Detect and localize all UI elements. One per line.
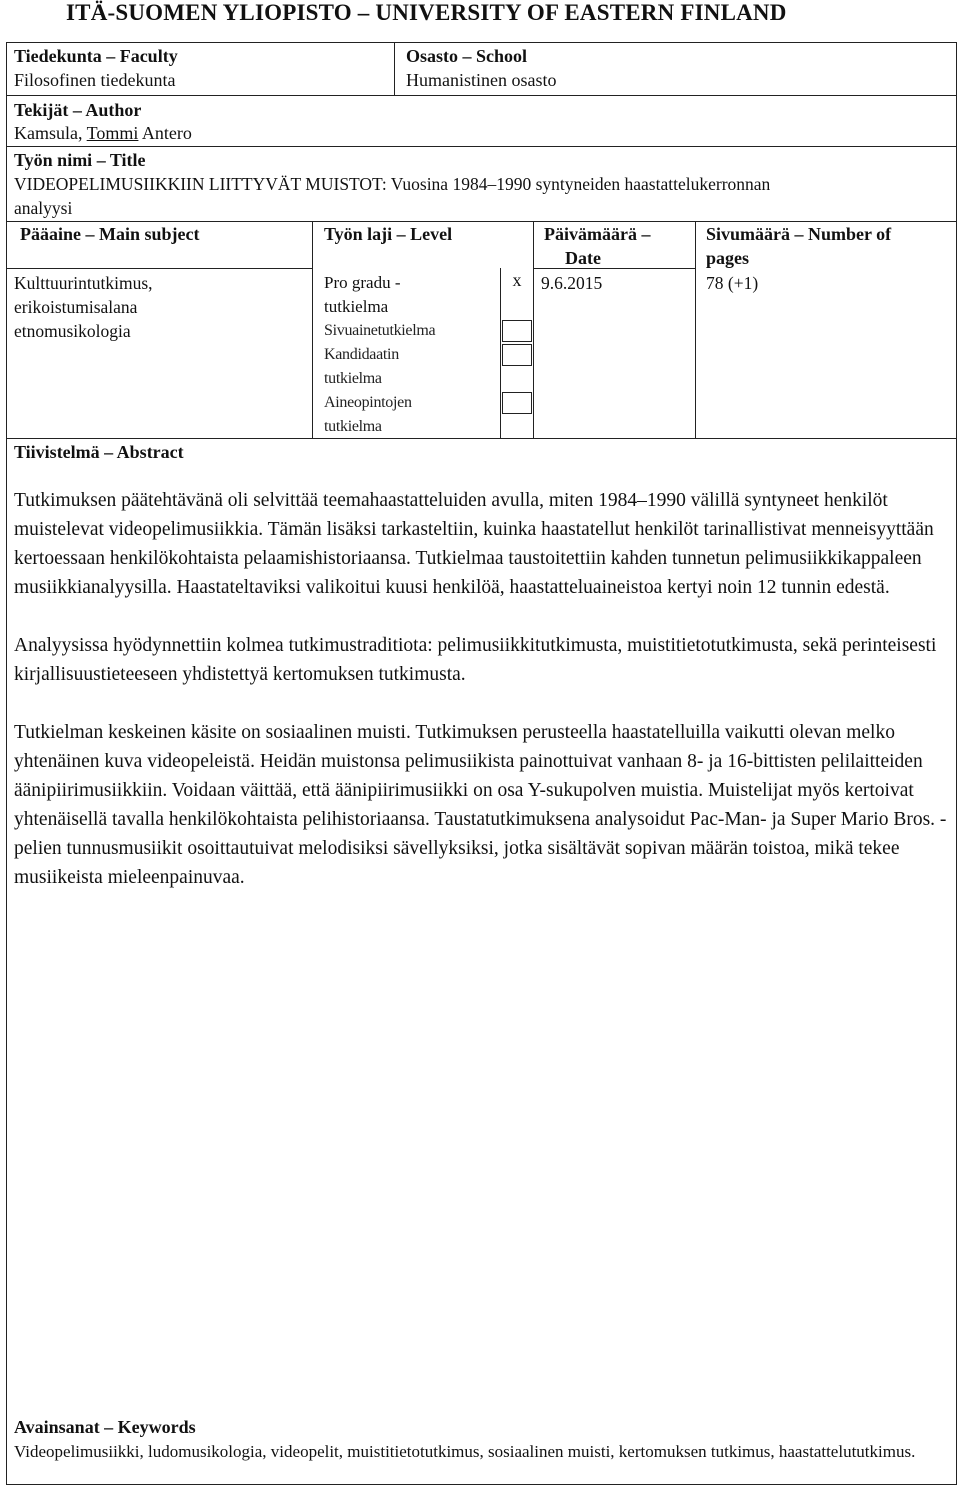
checkbox-aineopintojen[interactable] bbox=[502, 392, 532, 414]
school-value: Humanistinen osasto bbox=[406, 70, 557, 90]
subject-line-2: erikoistumisalana bbox=[14, 297, 138, 317]
keywords-label: Avainsanat – Keywords bbox=[14, 1417, 196, 1437]
column-divider bbox=[312, 221, 313, 439]
abstract-label: Tiivistelmä – Abstract bbox=[14, 442, 184, 462]
author-label: Tekijät – Author bbox=[14, 100, 142, 120]
checkbox-pro-gradu[interactable]: x bbox=[512, 270, 522, 290]
title-line-1: VIDEOPELIMUSIIKKIIN LIITTYVÄT MUISTOT: Vuosina 1984–1990 syntyneiden haastattelukerronnan bbox=[14, 174, 771, 194]
date-value: 9.6.2015 bbox=[541, 273, 603, 293]
author-firstname-link[interactable]: Tommi bbox=[86, 123, 139, 143]
university-heading: ITÄ-SUOMEN YLIOPISTO – UNIVERSITY OF EASTERN FINLAND bbox=[66, 0, 787, 25]
header-underline bbox=[533, 268, 696, 269]
faculty-school-divider bbox=[394, 43, 395, 95]
date-header-line-1: Päivämäärä – bbox=[544, 224, 651, 244]
faculty-value: Filosofinen tiedekunta bbox=[14, 70, 176, 90]
level-kandidaatin-line-1: Kandidaatin bbox=[324, 346, 399, 363]
date-header-line-2: Date bbox=[565, 248, 601, 268]
title-line-2: analyysi bbox=[14, 198, 73, 218]
abstract-paragraph: Analyysissa hyödynnettiin kolmea tutkimustraditiota: pelimusiikkitutkimusta, muistitietotutkimusta, sekä perinteisesti kirjallisuustieteeseen yhdistettyä kertomuksen tutkimusta. bbox=[14, 635, 937, 685]
abstract-paragraph: Tutkimuksen päätehtävänä oli selvittää teemahaastatteluiden avulla, miten 1984–1990 välillä syntyneet henkilöt muistelevat videopelimusiikkia. Tämän lisäksi tarkasteltiin, kuinka haastatellut henkilöt tarinallistivat menneisyyttään kertoessaan henkilökohtaista pelaamishistoriaansa. Tutkielmaa taustoitettiin kahden tunnetun pelimusiikkikappaleen musiikkianalyysilla. Haastateltaviksi valikoitui kuusi henkilöä, haastatteluaineistoa kertyi noin 12 tunnin edestä. bbox=[14, 490, 934, 598]
faculty-label: Tiedekunta – Faculty bbox=[14, 46, 178, 66]
checkbox-kandidaatin[interactable] bbox=[502, 344, 532, 366]
row-divider bbox=[6, 438, 957, 439]
subject-line-1: Kulttuurintutkimus, bbox=[14, 273, 153, 293]
checkbox-column-left bbox=[500, 268, 501, 439]
keywords-value: Videopelimusiikki, ludomusikologia, videopelit, muistitietotutkimus, sosiaalinen muisti, kertomuksen tutkimus, haastattelututkimus. bbox=[14, 1442, 916, 1461]
level-aineopintojen-line-1: Aineopintojen bbox=[324, 394, 412, 411]
row-divider bbox=[6, 95, 957, 96]
main-subject-header: Pääaine – Main subject bbox=[20, 224, 200, 244]
level-aineopintojen-line-2: tutkielma bbox=[324, 418, 382, 435]
author-value bbox=[14, 121, 192, 145]
level-sivuaine: Sivuainetutkielma bbox=[324, 322, 436, 339]
pages-header-line-1: Sivumäärä – Number of bbox=[706, 224, 892, 244]
column-divider bbox=[533, 221, 534, 439]
pages-value: 78 (+1) bbox=[706, 273, 759, 293]
level-kandidaatin-line-2: tutkielma bbox=[324, 370, 382, 387]
abstract-paragraph: Tutkielman keskeinen käsite on sosiaalinen muisti. Tutkimuksen perusteella haastatelluilla vaikutti olevan melko yhtenäinen kuva videopeleistä. Heidän muistonsa pelimusiikista painottuivat vanhaan 8- ja 16-bittisten pelilaitteiden äänipiirimusiikkiin. Voidaan väittää, että äänipiirimusiikki on osa Y-sukupolven muistia. Muistelijat myös kertoivat yhtenäisellä tavalla henkilökohtaista pelihistoriaansa. Taustatutkimuksena analysoidut Pac-Man- ja Super Mario Bros. -pelien tunnusmusiikit osoittautuivat melodisiksi sävellyksiksi, jotka sisältävät sopivan määrän toistoa, mikä tekee musiikeista mieleenpainuvaa. bbox=[14, 722, 947, 888]
author-middlename: Antero bbox=[138, 123, 192, 143]
level-pro-gradu-line-2: tutkielma bbox=[324, 297, 389, 316]
checkbox-sivuaine[interactable] bbox=[502, 320, 532, 342]
column-divider bbox=[695, 221, 696, 439]
abstract-body bbox=[14, 486, 950, 921]
header-underline bbox=[6, 268, 313, 269]
level-header: Työn laji – Level bbox=[324, 224, 453, 244]
author-surname: Kamsula, bbox=[14, 123, 87, 143]
title-label: Työn nimi – Title bbox=[14, 150, 146, 170]
row-divider bbox=[6, 146, 957, 147]
school-label: Osasto – School bbox=[406, 46, 528, 66]
level-pro-gradu-line-1: Pro gradu - bbox=[324, 273, 401, 292]
subject-line-3: etnomusikologia bbox=[14, 321, 131, 341]
pages-header-line-2: pages bbox=[706, 248, 750, 268]
